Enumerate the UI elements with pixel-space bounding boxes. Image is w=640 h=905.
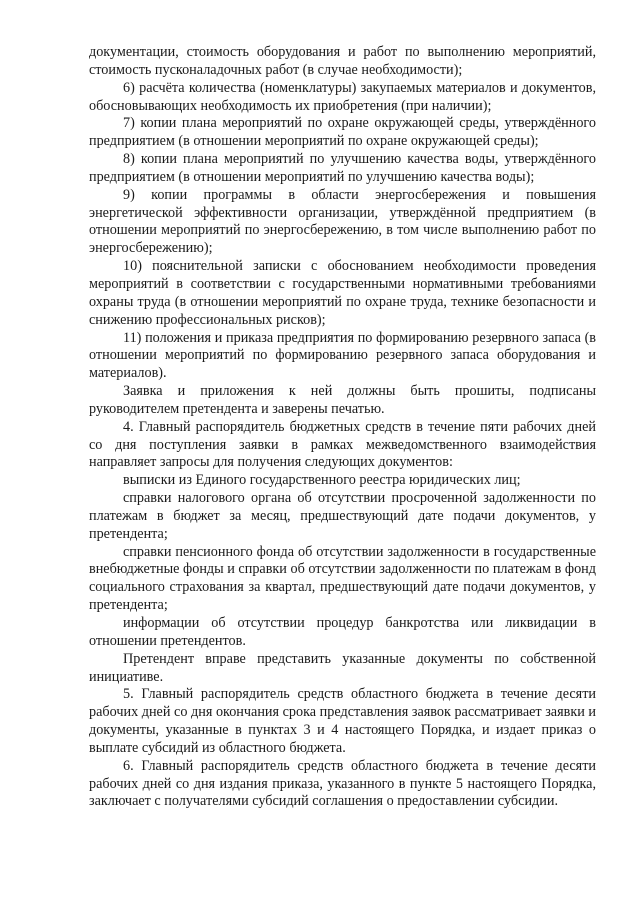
paragraph-item-6: 6) расчёта количества (номенклатуры) закупаемых материалов и документов, обосновывающих необходимость их приобретения (при наличии);: [89, 79, 596, 114]
paragraph-section-5: 5. Главный распорядитель средств областного бюджета в течение десяти рабочих дней со дня окончания срока представления заявок рассматривает заявки и документы, указанные в пунктах 3 и 4 настоящего Порядка, и издает приказ о выплате субсидий из областного бюджета.: [89, 686, 596, 756]
paragraph-item-8: 8) копии плана мероприятий по улучшению качества воды, утверждённого предприятием (в отношении мероприятий по улучшению качества воды);: [89, 151, 596, 185]
paragraph-tax-certificate: справки налогового органа об отсутствии просроченной задолженности по платежам в бюджет за месяц, предшествующий дате подачи документов, у претендента;: [89, 490, 596, 542]
paragraph-application-binding: Заявка и приложения к ней должны быть прошиты, подписаны руководителем претендента и заверены печатью.: [89, 383, 596, 417]
paragraph-bankruptcy-info: информации об отсутствии процедур банкротства или ликвидации в отношении претендентов.: [89, 615, 596, 649]
paragraph-continuation: документации, стоимость оборудования и работ по выполнению мероприятий, стоимость пусконаладочных работ (в случае необходимости);: [89, 44, 596, 78]
paragraph-registry-extract: выписки из Единого государственного реестра юридических лиц;: [123, 472, 521, 489]
paragraph-item-7: 7) копии плана мероприятий по охране окружающей среды, утверждённого предприятием (в отношении мероприятий по охране окружающей среды);: [89, 115, 596, 150]
paragraph-own-initiative: Претендент вправе представить указанные документы по собственной инициативе.: [89, 650, 596, 685]
document-body: [89, 44, 596, 811]
paragraph-item-10: 10) пояснительной записки с обоснованием необходимости проведения мероприятий в соответствии с государственными нормативными требованиями охраны труда (в отношении мероприятий по охране труда, технике безопасности и снижению профессиональных рисков);: [89, 258, 596, 328]
paragraph-item-9: 9) копии программы в области энергосбережения и повышения энергетической эффективности организации, утверждённой предприятием (в отношении мероприятий по энергосбережению, в том числе выполнению работ по энергосбережению);: [89, 186, 596, 257]
paragraph-section-6: 6. Главный распорядитель средств областного бюджета в течение десяти рабочих дней со дня издания приказа, указанного в пункте 5 настоящего Порядка, заключает с получателями субсидий соглашения о предоставлении субсидии.: [89, 757, 596, 810]
paragraph-pension-certificate: справки пенсионного фонда об отсутствии задолженности в государственные внебюджетные фонды и справки об отсутствии задолженности по платежам в фонд социального страхования за квартал, предшествующий дате подачи документов, у претендента;: [89, 543, 596, 614]
paragraph-section-4: 4. Главный распорядитель бюджетных средств в течение пяти рабочих дней со дня поступления заявки в рамках межведомственного взаимодействия направляет запросы для получения следующих документов:: [89, 418, 596, 471]
paragraph-item-11: 11) положения и приказа предприятия по формированию резервного запаса (в отношении мероприятий по формированию резервного запаса оборудования и материалов).: [89, 329, 596, 382]
